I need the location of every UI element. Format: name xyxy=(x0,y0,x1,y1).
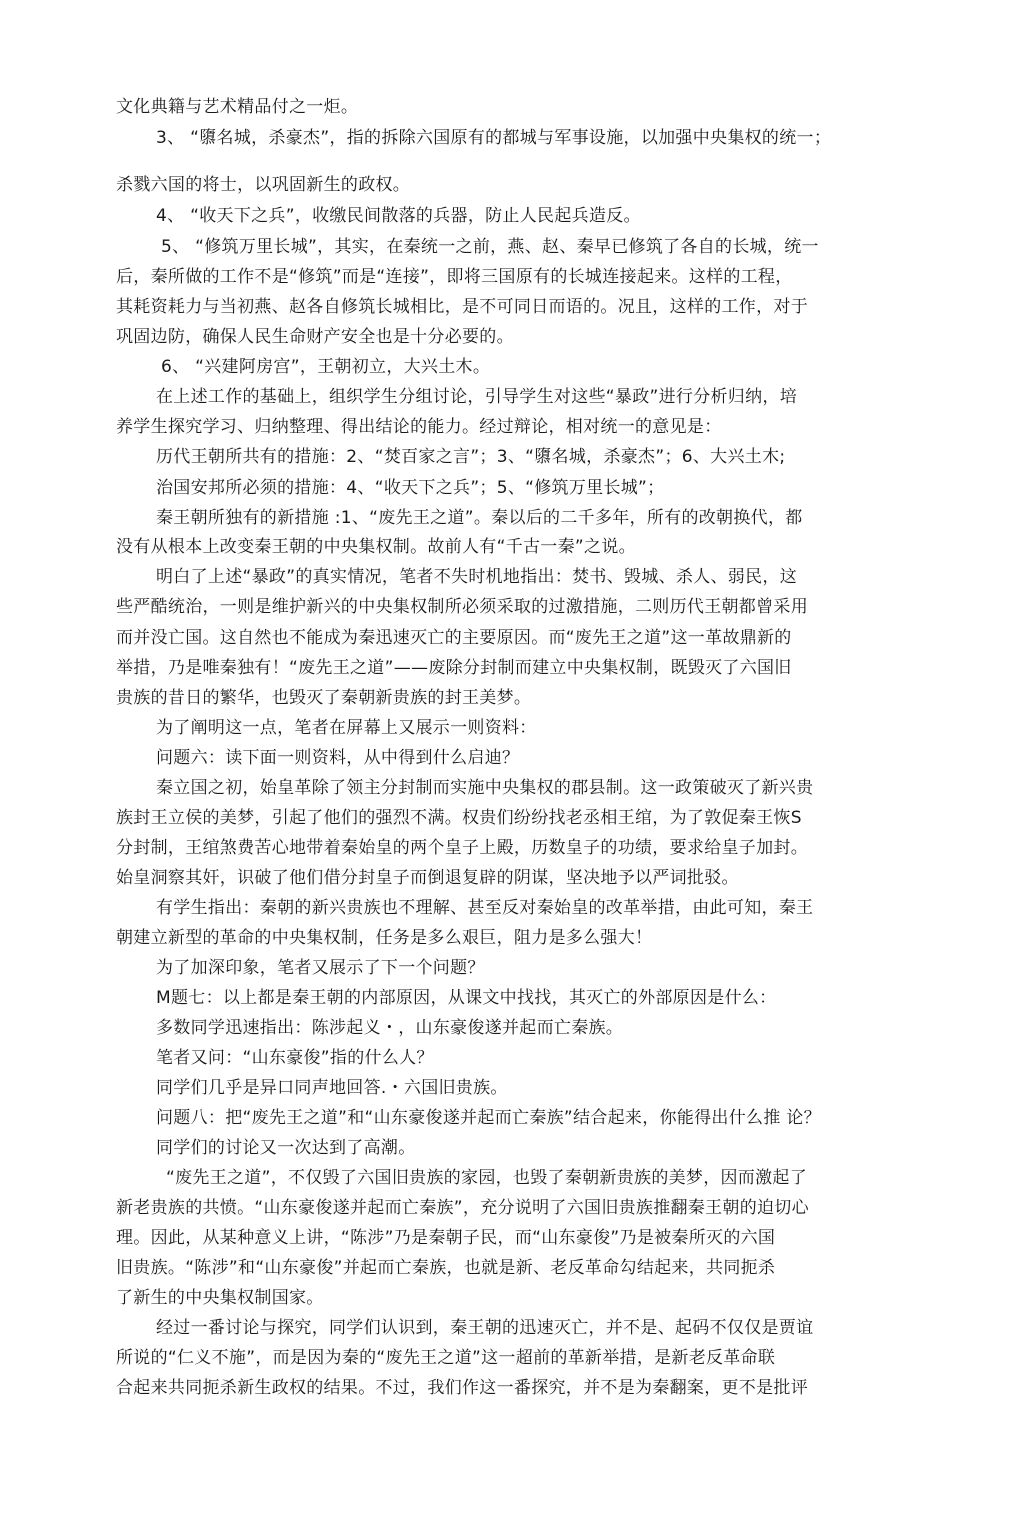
text-line: 分封制，王绾煞费苦心地带着秦始皇的两个皇子上殿，历数皇子的功绩，要求给皇子加封。 xyxy=(116,838,808,858)
text-line: 笔者又问：“山东豪俊”指的什么人？ xyxy=(156,1048,434,1068)
text-line: 经过一番讨论与探究，同学们认识到，秦王朝的迅速灭亡，并不是、起码不仅仅是贾谊 xyxy=(156,1318,814,1338)
text-line: M题七：以上都是秦王朝的内部原因，从课文中找找，其灭亡的外部原因是什么： xyxy=(156,988,777,1008)
text-line: 为了阐明这一点，笔者在屏幕上又展示一则资料： xyxy=(156,718,537,738)
text-line: 杀戮六国的将士，以巩固新生的政权。 xyxy=(116,175,411,195)
text-line: 旧贵族。“陈涉”和“山东豪俊”并起而亡秦族，也就是新、老反革命勾结起来，共同扼杀 xyxy=(116,1258,776,1278)
text-line: 6、 “兴建阿房宫”，王朝初立，大兴土木。 xyxy=(161,357,491,377)
text-line: 些严酷统治，一则是维护新兴的中央集权制所必须采取的过激措施，二则历代王朝都曾采用 xyxy=(116,597,808,617)
text-line: 新老贵族的共愤。“山东豪俊遂并起而亡秦族”，充分说明了六国旧贵族推翻秦王朝的迫切心 xyxy=(116,1198,809,1218)
text-line: 3、 “隳名城，杀豪杰”，指的拆除六国原有的都城与军事设施，以加强中央集权的统一； xyxy=(156,128,832,148)
text-line: 而并没亡国。这自然也不能成为秦迅速灭亡的主要原因。而“废先王之道”这一革故鼎新的 xyxy=(116,628,792,648)
text-line: 理。因此，从某种意义上讲，“陈涉”乃是秦朝子民，而“山东豪俊”乃是被秦所灭的六国 xyxy=(116,1228,776,1248)
text-line: 为了加深印象，笔者又展示了下一个问题？ xyxy=(156,958,485,978)
text-line: 在上述工作的基础上，组织学生分组讨论，引导学生对这些“暴政”进行分析归纳，培 xyxy=(156,387,798,407)
text-line: 没有从根本上改变秦王朝的中央集权制。故前人有“千古一秦”之说。 xyxy=(116,537,636,557)
text-line: 明白了上述“暴政”的真实情况，笔者不失时机地指出：焚书、毁城、杀人、弱民，这 xyxy=(156,567,798,587)
text-line: 同学们几乎是异口同声地回答.・六国旧贵族。 xyxy=(156,1078,508,1098)
text-line: 治国安邦所必须的措施：4、“收天下之兵”；5、“修筑万里长城”； xyxy=(156,478,665,498)
text-line: 秦王朝所独有的新措施 :1、“废先王之道”。秦以后的二千多年，所有的改朝换代，都 xyxy=(156,508,803,528)
text-line: 朝建立新型的革命的中央集权制，任务是多么艰巨，阻力是多么强大！ xyxy=(116,928,653,948)
text-line: 同学们的讨论又一次达到了高潮。 xyxy=(156,1138,416,1158)
text-line: 养学生探究学习、归纳整理、得出结论的能力。经过辩论，相对统一的意见是： xyxy=(116,417,722,437)
text-line: “废先王之道”，不仅毁了六国旧贵族的家园，也毁了秦朝新贵族的美梦，因而激起了 xyxy=(166,1168,808,1188)
text-line: 贵族的昔日的繁华，也毁灭了秦朝新贵族的封王美梦。 xyxy=(116,688,532,708)
text-line: 了新生的中央集权制国家。 xyxy=(116,1288,324,1308)
text-line: 问题八：把“废先王之道”和“山东豪俊遂并起而亡秦族”结合起来，你能得出什么推 论？ xyxy=(156,1108,821,1128)
text-line: 5、 “修筑万里长城”，其实，在秦统一之前，燕、赵、秦早已修筑了各自的长城，统一 xyxy=(161,237,819,257)
text-line: 所说的“仁义不施”，而是因为秦的“废先王之道”这一超前的革新举措，是新老反革命联 xyxy=(116,1348,776,1368)
text-line: 举措，乃是唯秦独有！“废先王之道”——废除分封制而建立中央集权制，既毁灭了六国旧 xyxy=(116,658,792,678)
text-line: 有学生指出：秦朝的新兴贵族也不理解、甚至反对秦始皇的改革举措，由此可知，秦王 xyxy=(156,898,814,918)
text-line: 多数同学迅速指出：陈涉起义・，山东豪俊遂并起而亡秦族。 xyxy=(156,1018,624,1038)
text-line: 4、 “收天下之兵”，收缴民间散落的兵器，防止人民起兵造反。 xyxy=(156,206,641,226)
text-line: 问题六：读下面一则资料，从中得到什么启迪？ xyxy=(156,748,520,768)
text-line: 文化典籍与艺术精品付之一炬。 xyxy=(116,97,359,117)
text-line: 后，秦所做的工作不是“修筑”而是“连接”，即将三国原有的长城连接起来。这样的工程， xyxy=(116,267,793,287)
text-line: 历代王朝所共有的措施：2、“焚百家之言”；3、“隳名城，杀豪杰”；6、大兴土木; xyxy=(156,447,786,467)
text-line: 族封王立侯的美梦，引起了他们的强烈不满。权贵们纷纷找老丞相王绾，为了敦促秦王恢S xyxy=(116,808,802,828)
text-line: 秦立国之初，始皇革除了领主分封制而实施中央集权的郡县制。这一政策破灭了新兴贵 xyxy=(156,778,814,798)
text-line: 始皇洞察其奸，识破了他们借分封皇子而倒退复辟的阴谋，坚决地予以严词批驳。 xyxy=(116,868,739,888)
text-line: 巩固边防，确保人民生命财产安全也是十分必要的。 xyxy=(116,327,514,347)
text-line: 合起来共同扼杀新生政权的结果。不过，我们作这一番探究，并不是为秦翻案，更不是批评 xyxy=(116,1378,808,1398)
text-line: 其耗资耗力与当初燕、赵各自修筑长城相比，是不可同日而语的。况且，这样的工作，对于 xyxy=(116,297,808,317)
